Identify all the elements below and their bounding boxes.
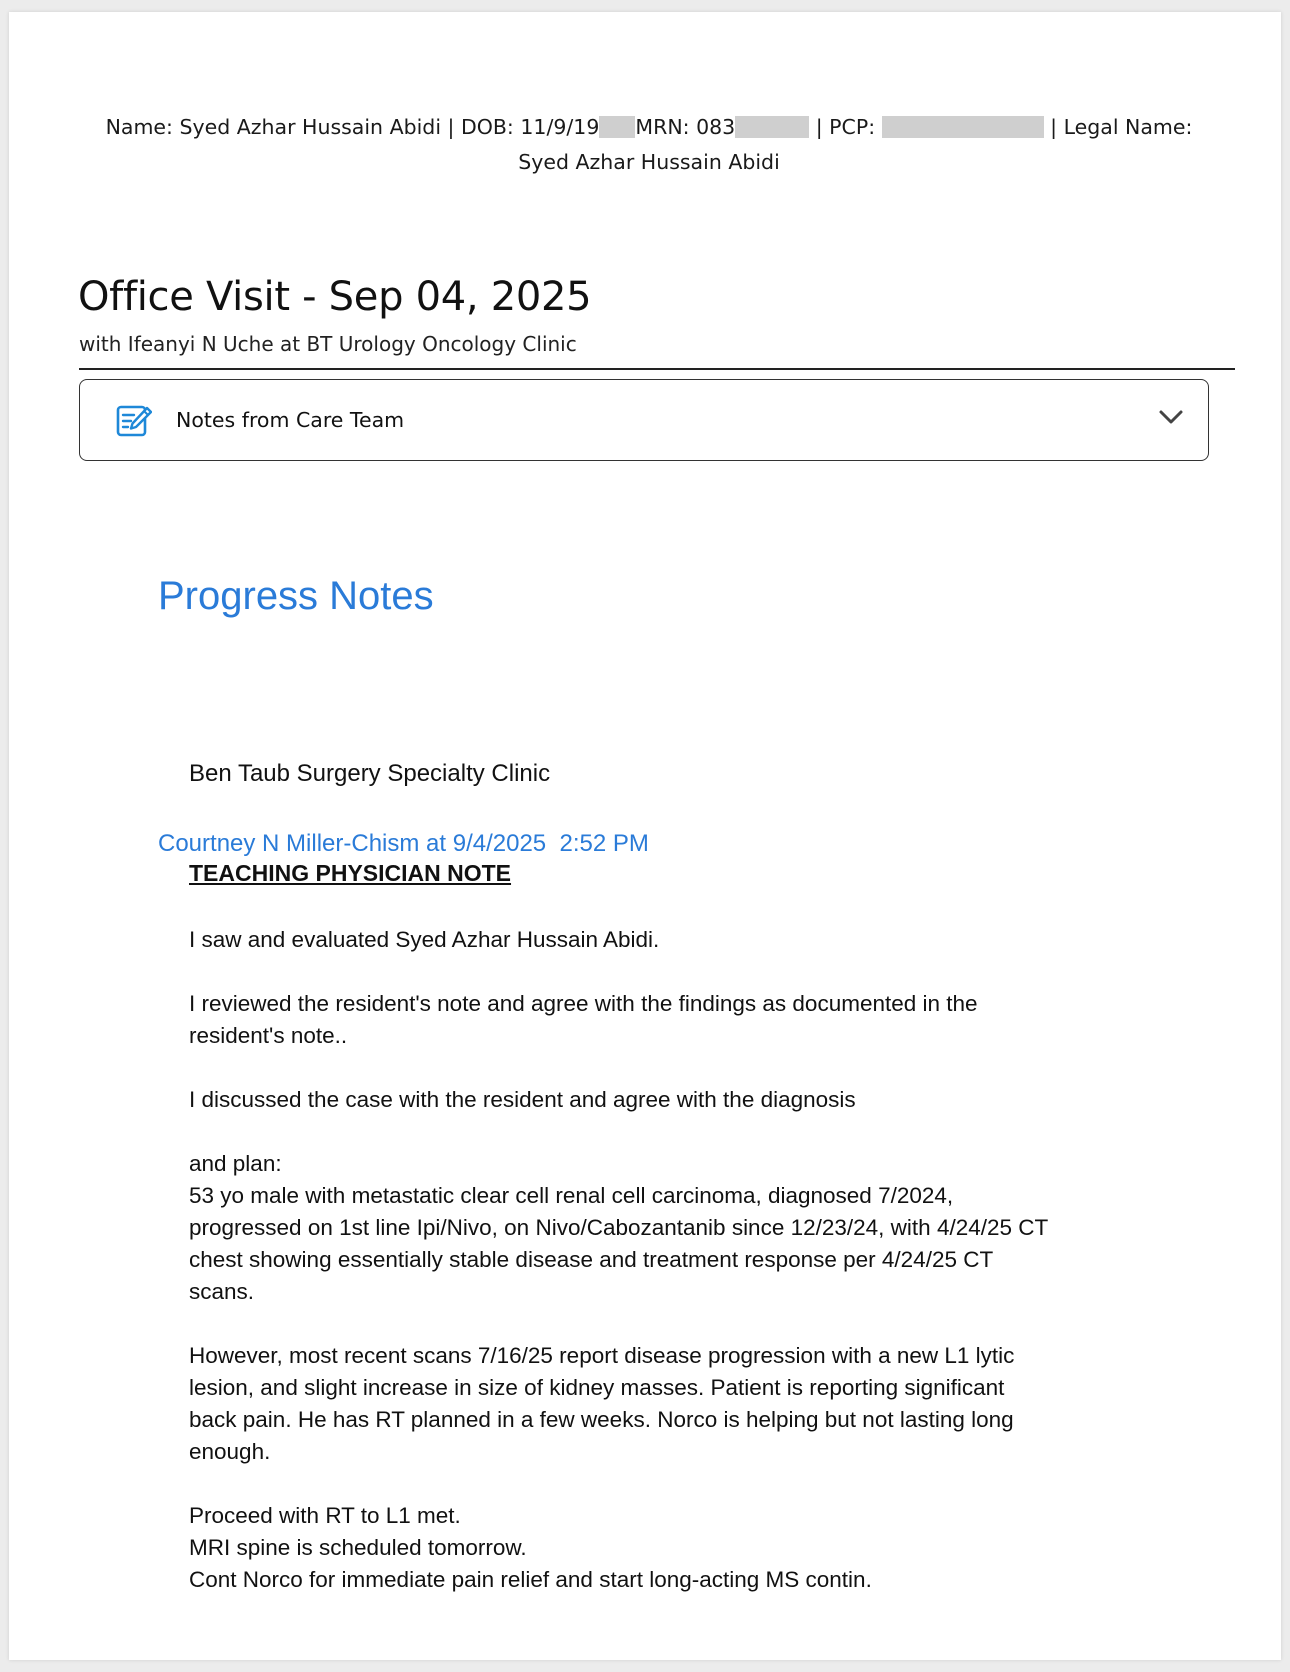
- note-paragraph: I discussed the case with the resident and agree with the diagnosis: [189, 1087, 856, 1112]
- note-body: [189, 924, 1149, 1596]
- patient-pcp: | PCP:: [809, 115, 882, 139]
- patient-legal-name-label: | Legal Name:: [1043, 115, 1193, 139]
- chevron-down-icon[interactable]: [1158, 408, 1184, 426]
- note-paragraph: and plan: 53 yo male with metastatic clear cell renal cell carcinoma, diagnosed 7/2024, progressed on 1st line Ipi/Nivo, on Nivo/Cabozantanib since 12/23/24, with 4/24/25 CT chest showing essentially stable disease and treatment response per 4/24/25 CT scans.: [189, 1151, 1049, 1304]
- patient-name-dob: Name: Syed Azhar Hussain Abidi | DOB: 11/9/19: [105, 115, 600, 139]
- clinic-name: Ben Taub Surgery Specialty Clinic: [189, 760, 551, 787]
- patient-legal-name: Syed Azhar Hussain Abidi: [518, 150, 780, 174]
- note-heading: TEACHING PHYSICIAN NOTE: [189, 860, 512, 886]
- redaction-bar: [882, 116, 1044, 138]
- document-page: [9, 12, 1281, 1660]
- progress-notes-title: Progress Notes: [158, 574, 434, 618]
- care-team-label: Notes from Care Team: [176, 408, 405, 432]
- patient-header: [79, 110, 1219, 180]
- note-paragraph: I reviewed the resident's note and agree with the findings as documented in the resident's note..: [189, 991, 978, 1048]
- edit-note-icon: [116, 404, 152, 438]
- note-author-timestamp: Courtney N Miller-Chism at 9/4/2025 2:52 PM: [158, 830, 649, 857]
- visit-title: Office Visit - Sep 04, 2025: [78, 274, 592, 320]
- visit-subtitle: with Ifeanyi N Uche at BT Urology Oncology Clinic: [79, 332, 577, 356]
- redaction-bar: [735, 116, 809, 138]
- note-paragraph: I saw and evaluated Syed Azhar Hussain Abidi.: [189, 927, 660, 952]
- redaction-bar: [599, 116, 635, 138]
- patient-mrn: MRN: 083: [635, 115, 736, 139]
- note-paragraph: Proceed with RT to L1 met. MRI spine is scheduled tomorrow. Cont Norco for immediate pain relief and start long-acting MS contin.: [189, 1503, 872, 1592]
- notes-from-care-team-accordion[interactable]: [79, 379, 1209, 461]
- header-divider: [79, 368, 1235, 370]
- note-paragraph: However, most recent scans 7/16/25 report disease progression with a new L1 lytic lesion, and slight increase in size of kidney masses. Patient is reporting significant back pain. He has RT planned in a few weeks. Norco is helping but not lasting long enough.: [189, 1343, 1015, 1464]
